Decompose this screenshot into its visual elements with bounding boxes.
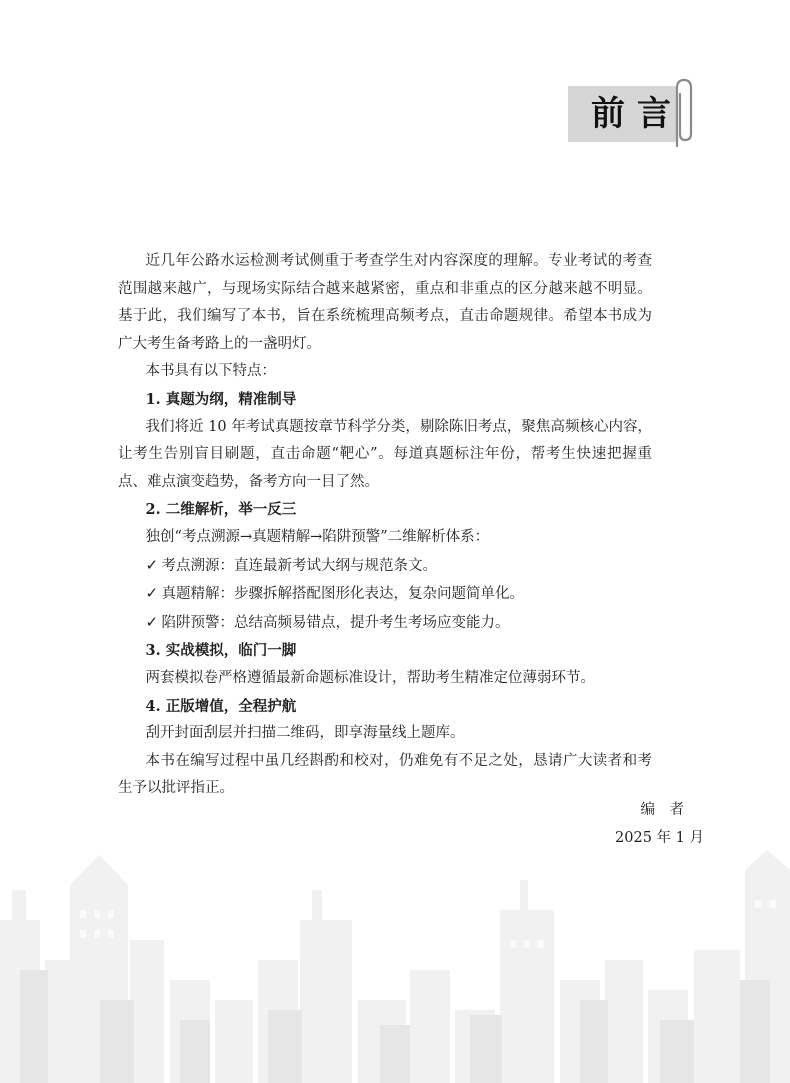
check-item bbox=[118, 552, 652, 581]
closing-paragraph: 本书在编写过程中虽几经斟酌和校对，仍难免有不足之处，恳请广大读者和考生予以批评指正。 bbox=[118, 752, 652, 797]
feature-3-body: 两套模拟卷严格遵循最新命题标准设计，帮助考生精准定位薄弱环节。 bbox=[145, 669, 596, 686]
check-item-text: 考点溯源：直连最新考试大纲与规范条文。 bbox=[161, 557, 438, 574]
signature bbox=[586, 796, 704, 852]
feature-4-heading: 4. 正版增值，全程护航 bbox=[145, 697, 297, 715]
feature-1-heading: 1. 真题为纲，精准制导 bbox=[145, 390, 297, 408]
intro-paragraph: 近几年公路水运检测考试侧重于考查学生对内容深度的理解。专业考试的考查范围越来越广，与现场实际结合越来越紧密，重点和非重点的区分越来越不明显。基于此，我们编写了本书，旨在系统梳理高频考点，直击命题规律。希望本书成为广大考生备考路上的一盏明灯。 bbox=[118, 253, 652, 352]
feature-2-body: 独创“考点溯源→真题精解→陷阱预警”二维解析体系： bbox=[145, 528, 490, 545]
feature-2-heading: 2. 二维解析，举一反三 bbox=[145, 501, 297, 519]
check-item bbox=[118, 609, 652, 638]
check-item-text: 真题精解：步骤拆解搭配图形化表达，复杂问题简单化。 bbox=[161, 586, 525, 603]
page-title: 前言 bbox=[591, 94, 683, 134]
feature-1-body: 我们将近 10 年考试真题按章节科学分类，剔除陈旧考点，聚焦高频核心内容，让考生告别盲目刷题，直击命题“靶心”。每道真题标注年份，帮考生快速把握重点、难点演变趋势，备考方向一目了然。 bbox=[118, 418, 652, 490]
paperclip-icon bbox=[668, 76, 698, 152]
check-item bbox=[118, 580, 652, 609]
check-icon: ✓ bbox=[145, 555, 159, 574]
city-skyline-decoration bbox=[0, 850, 790, 1083]
signature-date: 2025 年 1 月 bbox=[615, 830, 704, 846]
check-icon: ✓ bbox=[145, 612, 159, 631]
check-icon: ✓ bbox=[145, 584, 159, 603]
preface-body bbox=[118, 248, 652, 803]
signature-author: 编 者 bbox=[640, 802, 684, 818]
feature-3-heading: 3. 实战模拟，临门一脚 bbox=[145, 642, 297, 660]
features-intro: 本书具有以下特点： bbox=[145, 363, 277, 380]
feature-4-body: 刮开封面刮层并扫描二维码，即享海量线上题库。 bbox=[145, 725, 465, 742]
check-item-text: 陷阱预警：总结高频易错点，提升考生考场应变能力。 bbox=[161, 614, 510, 631]
